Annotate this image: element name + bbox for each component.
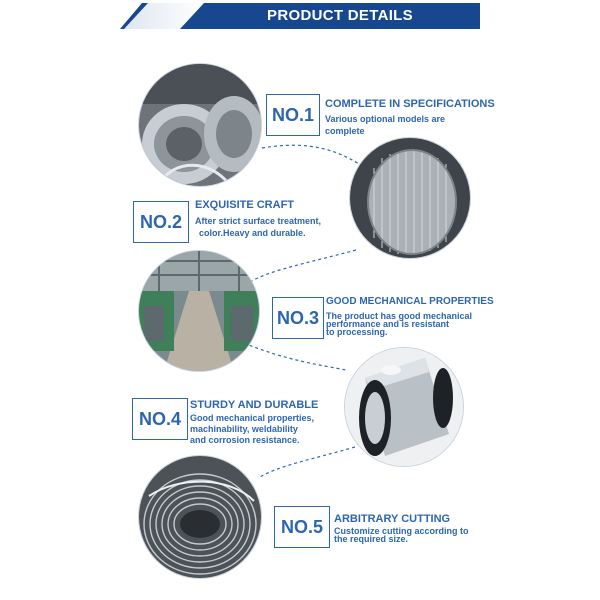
wire-spool-image-2 bbox=[345, 348, 463, 466]
factory-image bbox=[139, 251, 259, 371]
wire-coil-image-2 bbox=[139, 456, 261, 578]
feature-4-title: STURDY AND DURABLE bbox=[190, 399, 319, 411]
feature-3-number: NO.3 bbox=[272, 297, 324, 339]
feature-5-desc-line-2: the required size. bbox=[334, 534, 409, 544]
feature-5-title: ARBITRARY CUTTING bbox=[334, 513, 451, 525]
feature-1-number: NO.1 bbox=[266, 94, 320, 136]
wire-coil-image bbox=[139, 64, 261, 186]
wire-coil-photo-5 bbox=[139, 456, 261, 578]
wire-spool-image bbox=[350, 138, 470, 258]
feature-5-number: NO.5 bbox=[274, 506, 330, 548]
page-title: PRODUCT DETAILS bbox=[267, 7, 413, 24]
feature-2-desc-line-1: After strict surface treatment, bbox=[195, 216, 322, 226]
wire-spool-photo-2 bbox=[350, 138, 470, 258]
feature-3-desc-line-3: to processing. bbox=[326, 327, 388, 337]
feature-2-desc-line-2: color.Heavy and durable. bbox=[199, 228, 306, 238]
feature-5-desc-line-1: Customize cutting according to bbox=[334, 526, 469, 536]
feature-1-title: COMPLETE IN SPECIFICATIONS bbox=[325, 98, 495, 110]
factory-photo-3 bbox=[139, 251, 259, 371]
feature-4-number: NO.4 bbox=[132, 398, 188, 440]
feature-4-desc-line-3: and corrosion resistance. bbox=[190, 435, 300, 445]
wire-coil-photo-1 bbox=[139, 64, 261, 186]
wire-spool-photo-4 bbox=[345, 348, 463, 466]
feature-1-desc-line-1: Various optional models are bbox=[325, 114, 446, 124]
feature-4-desc-line-1: Good mechanical properties, bbox=[190, 413, 315, 423]
feature-2-title: EXQUISITE CRAFT bbox=[195, 199, 295, 211]
feature-2-number: NO.2 bbox=[133, 201, 189, 243]
feature-3-desc-line-2: performance and is resistant bbox=[326, 319, 450, 329]
feature-3-title: GOOD MECHANICAL PROPERTIES bbox=[326, 296, 494, 307]
feature-1-desc-line-2: complete bbox=[325, 126, 365, 136]
feature-3-desc-line-1: The product has good mechanical bbox=[326, 311, 473, 321]
feature-4-desc-line-2: machinability, weldability bbox=[190, 424, 298, 434]
